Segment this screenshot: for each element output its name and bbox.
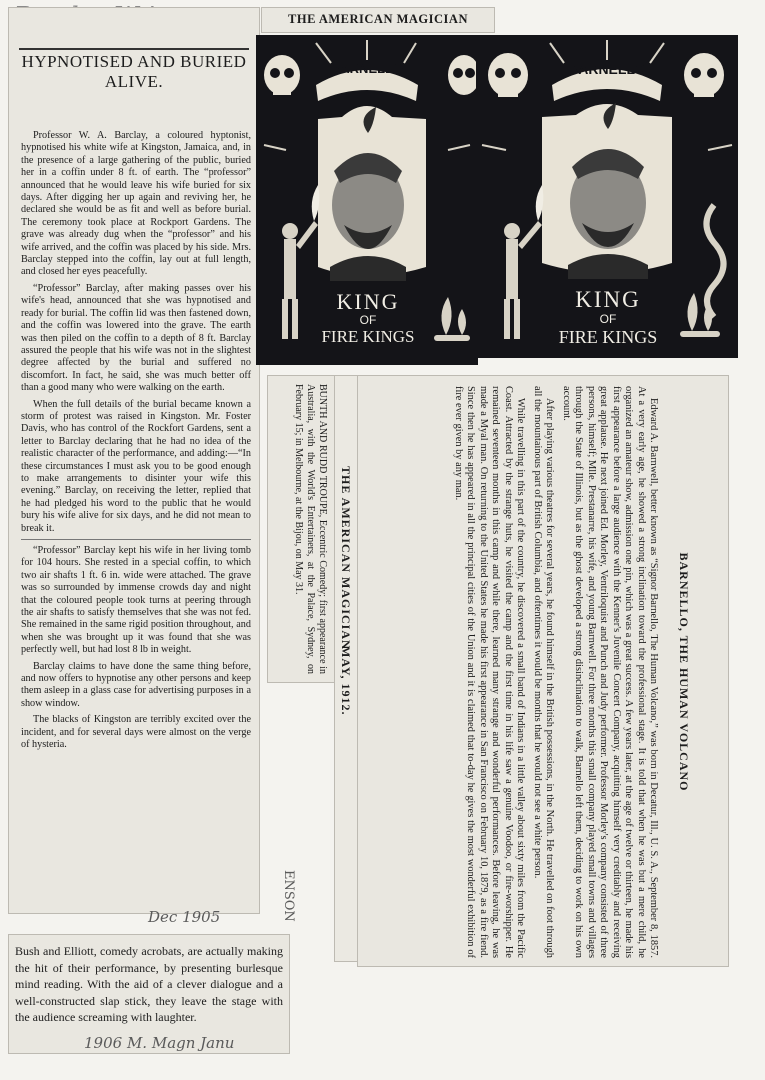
poster-fire-kings: FIRE KINGS [321,327,415,346]
poster-of: OF [359,313,377,327]
magazine-date-strip [335,376,357,961]
paragraph: Barclay claims to have done the same thing before, and now offers to hypnotise any other persons and keep them asleep in a glass case for advertising purposes in a show window. [21,660,251,709]
poster-name: BARNELLO [568,61,646,77]
bunth-rudd-text: BUNTH AND RUDD TROUPE, Eccentric Comedy; first appearance in Australia, with the World's Entertainers, at the Palace, Sydney, on February 15; in Melbourne, at the Bijou, on May 31. [293,384,328,674]
devil-figure [504,185,543,339]
paragraph: Professor W. A. Barclay, a coloured hyptonist, hypnotised his white wife at Kingston, Jamaica, and, in the presence of a large gathering of the public, buried her in a coffin under 8 ft. of earth. The “professor” announced that he would leave his wife buried for six days. After digging her up again and reviving her, he declared she would be as fit and well as before burial. The ceremony took place at Rockport Gardens. The grave was already dug when the “professor” and his wife arrived, and the coffin was placed by his side. Mrs. Barclay stepped into the coffin, lay out at full length, and closed her eyes peacefully. [21,130,251,278]
hypnotised-headline: HYPNOTISED AND BURIED ALIVE. [21,52,247,91]
handwritten-enson: ENSON [281,870,296,922]
barnello-headline: BARNELLO, THE HUMAN VOLCANO [677,552,691,792]
headline-rule [19,48,249,50]
hypnotised-body [21,130,251,756]
barnello-poster [256,35,478,365]
barnello-article [358,376,728,966]
poster-fire-kings: FIRE KINGS [558,327,658,347]
flame-icon [434,297,470,341]
strip-title: THE AMERICAN MAGICIAN [339,466,353,650]
paragraph: While travelling in this part of the country, he discovered a small band of Indians in a little valley about sixty miles from the Pacific Coast. Attracted by the strange huts, he visited the camp and the first time in his life saw a genuine Voodoo, or fire-worshipper. He remained seventeen months in this camp and while there, learned many strange and wonderful performances. Before leaving, he was made a Myal man. On returning to the United States he made his first appearance in San Francisco on February 10, 1879, as a fire fiend. Since then he has appeared in all the principal cities of the Union and it is claimed that to-day he gives the most wonderful exhibition of fire ever given by any man. [453,386,527,958]
barnello-column [448,386,725,958]
skull-icon [448,55,478,95]
paragraph: When the full details of the burial became known a storm of protest was raised in Kingston. Mr. Foster Davis, who has control of the Rockfort Gardens, sent a letter to Barclay declaring that he had no idea of the realistic character of the performance, and adding:—“In these circumstances I must ask you to be good enough to make arrangements to disinter your wife this evening.” Barclay, on receiving the letter, replied that he had pledged his word to the public that he would bury his wife alive for six days, and he did not mean to break it. [21,398,251,534]
paragraph: “Professor” Barclay kept his wife in her living tomb for 104 hours. She rested in a special coffin, to which two air shafts 1 ft. 6 in. wide were attached. The grave was so surrounded by immense crowds day and night that the coloured people took turns at peering through the air shafts to satisfy themselves that she was not fed. She remained in the same rigid position throughout, and when she was brought up it was found that she was perfectly well, but had lost 8 lb in weight. [21,545,251,656]
magazine-header [262,8,494,32]
poster-king: KING [575,287,641,312]
magazine-header-title: THE AMERICAN MAGICIAN [288,12,468,26]
skull-icon [488,53,528,97]
poster-king: KING [336,289,400,314]
bunth-rudd-notice [268,376,334,682]
devil-figure [282,185,319,339]
skull-icon [264,55,300,95]
paragraph: “Professor” Barclay, after making passes over his wife's head, announced that she was hypnotised and ready for burial. The coffin lid was then fastened down, and the coffin was lowered into the grave. The earth was then piled on the coffin to a depth of 8 ft. Barclay assured the people that his wife was not in the slightest degree affected by the burial and suffered no discomfort. In fact, he said, she was much better off than a good many who were walking on the earth. [21,282,251,394]
handwritten-date: Dec 1905 [148,908,221,926]
barnello-poster [476,35,738,358]
handwritten-source: 1906 M. Magn Janu [84,1034,235,1052]
hypnotised-article [9,8,259,913]
snake-icon [706,205,723,317]
strip-date: MAY, 1912. [339,646,353,716]
paragraph: The blacks of Kingston are terribly excited over the incident, and for several days were almost on the verge of hysteria. [21,714,251,751]
poster-name: BARNELLO [330,61,404,76]
divider [21,539,251,540]
skull-icon [684,53,724,97]
paragraph: Edward A. Barnwell, better known as “Signor Barnello, The Human Volcano,” was born in Decatur, Ill., U. S. A., September 8, 1857. At a very early age, he showed a strong inclination toward the professional stage. It is told that when he was but a mere child, he organized an amateur show, admission one pin, which was a great success. A few years later, at the age of twelve or thirteen, he made his first appearance before a large audience with the Kenner's Juvenile Concert Company, acquitting himself very creditably and receiving great applause. He next joined Ed. Morley, Ventriloquist and Punch and Judy performer. Professor Morley's company consisted of three persons, himself; Mlle. Prestanarre, his wife, and young Barnwell. For three months this small company played small towns and villages through the State of Illinois, but as the ghost developed a strong disinclination to walk, Barnello left them, deciding to work on his own account. [561,386,660,958]
poster-of: OF [599,312,617,326]
paragraph: After playing various theatres for several years, he found himself in the British possessions, in the North. He travelled on foot through all the mountainous part of British Columbia, and oftentimes it would be months that he would not see a white person. [532,386,556,958]
bush-elliott-text: Bush and Elliott, comedy acrobats, are actually making the hit of their performance, by presenting burlesque mind reading. With the aid of a clever dialogue and a well-constructed slap stick, they leave the stage with the audience screaming with laughter. [15,944,283,1024]
